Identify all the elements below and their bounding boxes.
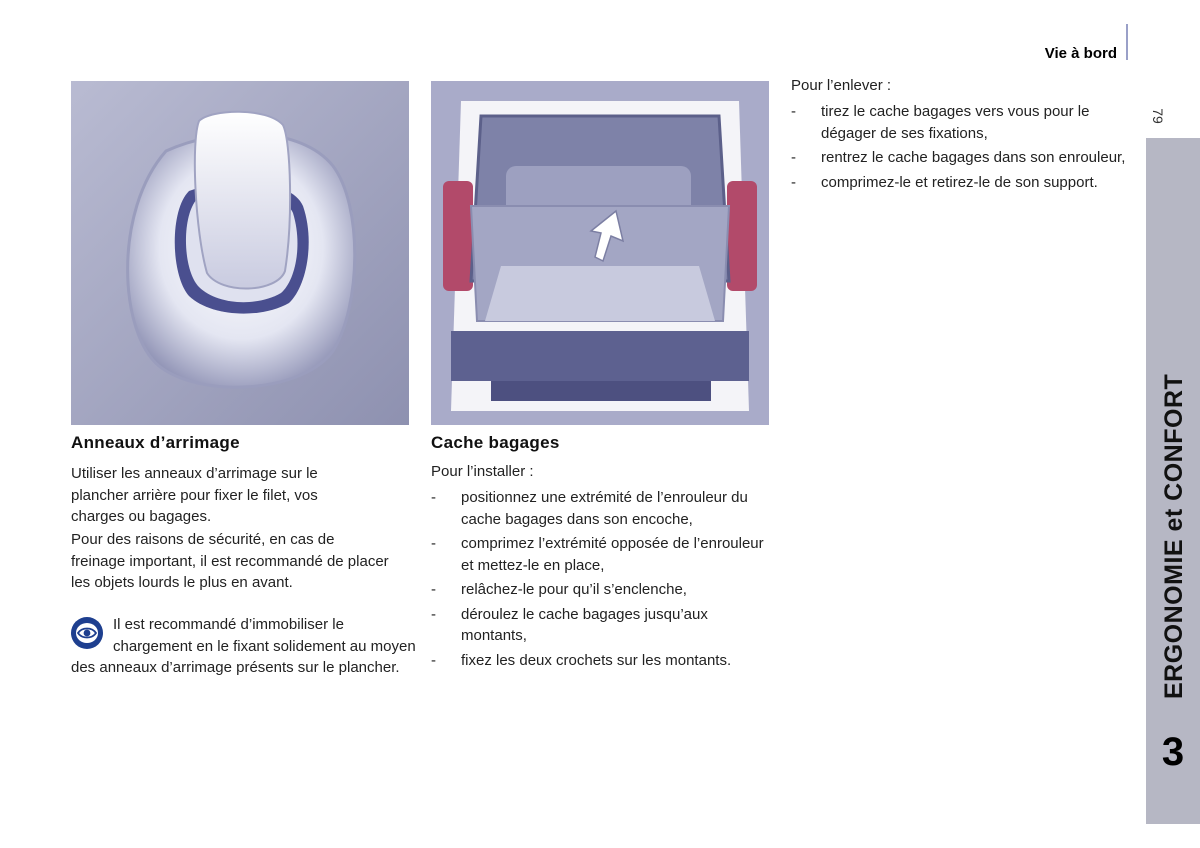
note-text: Il est recommandé d’immobiliser le chargement en le fixant solidement au moyen des anneaux d’arrimage présents sur le plancher. — [71, 616, 416, 676]
chapter-title: ERGONOMIE et CONFORT — [1160, 373, 1188, 699]
tie-down-ring-illustration — [71, 81, 409, 425]
chapter-title-container — [1146, 138, 1200, 728]
install-intro: Pour l’installer : — [431, 463, 534, 480]
remove-step-text: comprimez-le et retirez-le de son support. — [821, 173, 1098, 191]
list-item: - comprimez-le et retirez-le de son support. — [791, 173, 1098, 191]
section-title: Vie à bord — [1044, 45, 1117, 62]
install-step-text: positionnez une extrémité de l’enrouleur du cache bagages dans son encoche, — [461, 489, 748, 528]
list-item: - déroulez le cache bagages jusqu’aux montants, — [431, 605, 708, 644]
install-step-text: fixez les deux crochets sur les montants. — [461, 651, 732, 669]
tie-down-rings-heading: Anneaux d’arrimage — [71, 433, 240, 452]
tie-down-rings-paragraph: Utiliser les anneaux d’arrimage sur le plancher arrière pour fixer le filet, vos charges ou bagages. — [71, 465, 318, 525]
recommendation-note — [71, 614, 416, 679]
luggage-cover-heading: Cache bagages — [431, 433, 560, 452]
list-item: - tirez le cache bagages vers vous pour le dégager de ses fixations, — [791, 103, 1090, 142]
list-item: - positionnez une extrémité de l’enrouleur du cache bagages dans son encoche, — [431, 489, 748, 528]
page-number: 79 — [1150, 108, 1166, 124]
list-item: - relâchez-le pour qu’il s’enclenche, — [431, 581, 687, 598]
chapter-number: 3 — [1161, 730, 1185, 774]
list-item: - rentrez le cache bagages dans son enrouleur, — [791, 149, 1126, 166]
eye-icon — [71, 617, 103, 649]
remove-step-text: tirez le cache bagages vers vous pour le dégager de ses fixations, — [821, 103, 1090, 142]
safety-paragraph: Pour des raisons de sécurité, en cas de freinage important, il est recommandé de placer les objets lourds le plus en avant. — [71, 531, 389, 591]
remove-steps-list — [791, 101, 1136, 196]
install-steps-list — [431, 487, 776, 674]
install-step-text: relâchez-le pour qu’il s’enclenche, — [461, 581, 687, 598]
luggage-cover-illustration — [431, 81, 769, 425]
list-item: - comprimez l’extrémité opposée de l’enrouleur et mettez-le en place, — [431, 535, 764, 574]
install-step-text: comprimez l’extrémité opposée de l’enrouleur et mettez-le en place, — [461, 535, 764, 574]
install-step-text: déroulez le cache bagages jusqu’aux montants, — [461, 605, 708, 644]
remove-intro: Pour l’enlever : — [791, 77, 892, 94]
header-divider — [1126, 24, 1128, 60]
remove-step-text: rentrez le cache bagages dans son enrouleur, — [821, 149, 1126, 166]
list-item: - fixez les deux crochets sur les montants. — [431, 651, 732, 669]
